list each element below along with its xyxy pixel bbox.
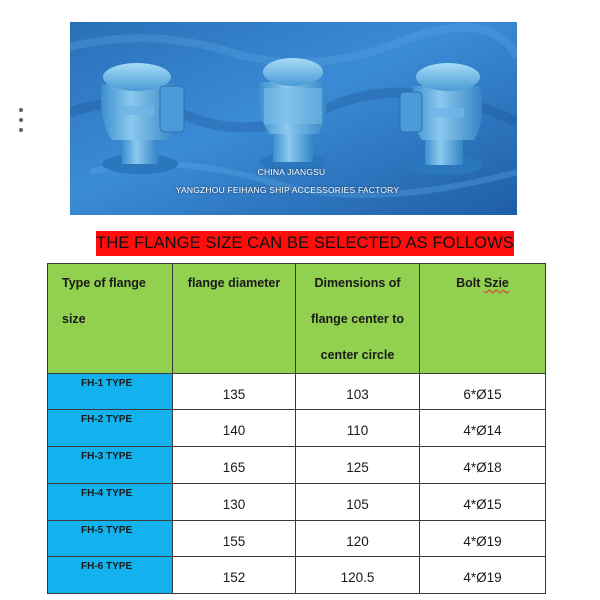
dot [19, 128, 23, 132]
product-photo [70, 22, 517, 215]
cell-type: FH-2 TYPE [48, 410, 173, 447]
cell-type: FH-1 TYPE [48, 374, 173, 410]
cell-type: FH-5 TYPE [48, 521, 173, 557]
header-dimensions: Dimensions of flange center to center circle [296, 264, 420, 374]
cell-bolt: 6*Ø15 [420, 374, 546, 410]
table-row [48, 447, 546, 484]
cell-dimensions: 103 [296, 374, 420, 410]
cell-bolt: 4*Ø15 [420, 484, 546, 521]
photo-caption-company: YANGZHOU FEIHANG SHIP ACCESSORIES FACTORY [175, 185, 400, 195]
header-bolt-word: Szie [483, 276, 509, 290]
header-bolt-prefix: Bolt [456, 276, 484, 290]
cell-type: FH-4 TYPE [48, 484, 173, 521]
cell-type: FH-3 TYPE [48, 447, 173, 484]
flange-size-table [47, 263, 546, 594]
cell-bolt: 4*Ø19 [420, 557, 546, 594]
cell-dimensions: 120 [296, 521, 420, 557]
cell-bolt: 4*Ø19 [420, 521, 546, 557]
table-row [48, 410, 546, 447]
cell-dimensions: 110 [296, 410, 420, 447]
dot [19, 108, 23, 112]
dot [19, 118, 23, 122]
cell-diameter: 140 [173, 410, 296, 447]
cell-diameter: 152 [173, 557, 296, 594]
header-diameter: flange diameter [173, 264, 296, 374]
table-row [48, 374, 546, 410]
photo-caption-location: CHINA JIANGSU [257, 167, 326, 177]
cell-type: FH-6 TYPE [48, 557, 173, 594]
table-header-row [48, 264, 546, 374]
header-type: Type of flange size [48, 264, 173, 374]
cell-dimensions: 125 [296, 447, 420, 484]
cell-dimensions: 120.5 [296, 557, 420, 594]
flange-size-banner: THE FLANGE SIZE CAN BE SELECTED AS FOLLOWS [96, 231, 514, 256]
header-bolt [420, 264, 546, 374]
table-row [48, 484, 546, 521]
cell-diameter: 130 [173, 484, 296, 521]
cell-diameter: 155 [173, 521, 296, 557]
table-row [48, 557, 546, 594]
cell-bolt: 4*Ø14 [420, 410, 546, 447]
more-options-icon[interactable] [18, 108, 24, 132]
cell-bolt: 4*Ø18 [420, 447, 546, 484]
cell-dimensions: 105 [296, 484, 420, 521]
cell-diameter: 135 [173, 374, 296, 410]
cell-diameter: 165 [173, 447, 296, 484]
table-row [48, 521, 546, 557]
